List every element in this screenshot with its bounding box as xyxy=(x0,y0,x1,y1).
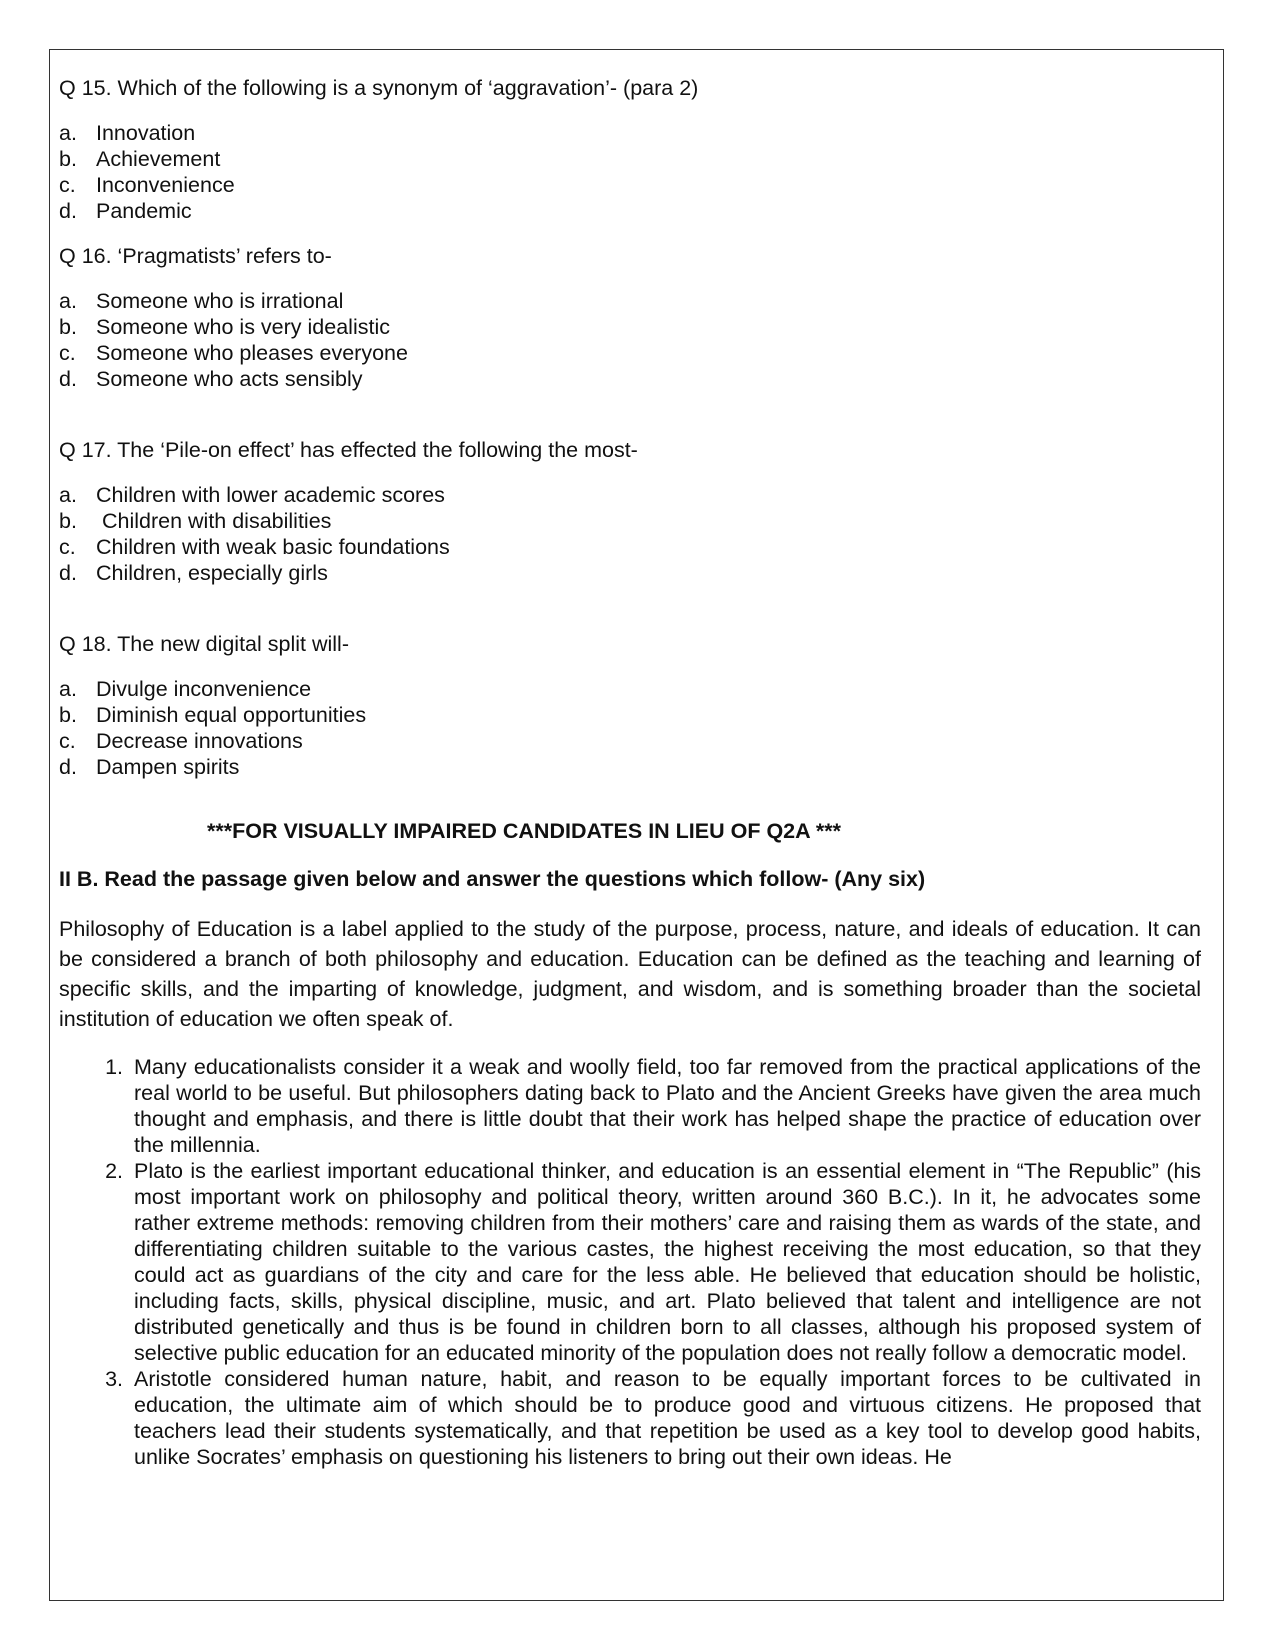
option-text: Someone who pleases everyone xyxy=(96,341,408,365)
option-text: Innovation xyxy=(96,121,196,145)
option-text: Inconvenience xyxy=(96,173,235,197)
option-text: Divulge inconvenience xyxy=(96,677,312,701)
option-text: Achievement xyxy=(96,147,221,171)
question-16: Q 16. ‘Pragmatists’ refers to- xyxy=(59,244,332,268)
option-text: Someone who is very idealistic xyxy=(96,315,390,339)
option-letter: b. xyxy=(59,509,77,533)
paragraph-text: Plato is the earliest important educational thinker, and education is an essential element in “The Republic” (his most important work on philosophy and political theory, written around 360 B.C.). In it, he advocates some rather extreme methods: removing children from their mothers’ care and raising them as wards of the state, and differentiating children suitable to the various castes, the highest receiving the most education, so that they could act as guardians of the city and care for the less able. He believed that education should be holistic, including facts, skills, physical discipline, music, and art. Plato believed that talent and intelligence are not distributed genetically and thus is be found in children born to all classes, although his proposed system of selective public education for an educated minority of the population does not really follow a democratic model. xyxy=(134,1159,1201,1365)
question-15: Q 15. Which of the following is a synonym of ‘aggravation’- (para 2) xyxy=(59,76,699,100)
option xyxy=(59,754,1201,780)
option xyxy=(59,340,1201,366)
paragraph-text: Aristotle considered human nature, habit, and reason to be equally important forces to be cultivated in education, the ultimate aim of which should be to produce good and virtuous citizens. He proposed that teachers lead their students systematically, and that repetition be used as a key tool to develop good habits, unlike Socrates’ emphasis on questioning his listeners to bring out their own ideas. He xyxy=(134,1367,1201,1469)
option-letter: c. xyxy=(59,173,76,197)
option-letter: a. xyxy=(59,677,77,701)
option-text: Someone who is irrational xyxy=(96,289,344,313)
option xyxy=(59,288,1201,314)
paragraph-number: 1. xyxy=(105,1055,123,1079)
option-text: Dampen spirits xyxy=(96,755,240,779)
option-letter: c. xyxy=(59,729,76,753)
option xyxy=(59,366,1201,392)
page-content xyxy=(59,75,1201,1470)
option-text: Children with weak basic foundations xyxy=(96,535,450,559)
option-text: Children with lower academic scores xyxy=(96,483,445,507)
option-letter: b. xyxy=(59,703,77,727)
option xyxy=(59,482,1201,508)
option xyxy=(59,728,1201,754)
option xyxy=(59,560,1201,586)
option-text: Children, especially girls xyxy=(96,561,328,585)
option-letter: b. xyxy=(59,315,77,339)
paragraph-number: 2. xyxy=(105,1159,123,1183)
option xyxy=(59,676,1201,702)
paragraph-number: 3. xyxy=(105,1367,123,1391)
passage-paragraph xyxy=(59,1158,1201,1366)
question-17-options xyxy=(59,482,1201,586)
option-text: Someone who acts sensibly xyxy=(96,367,363,391)
option-letter: a. xyxy=(59,121,77,145)
option-letter: d. xyxy=(59,561,77,585)
option xyxy=(59,702,1201,728)
question-18-options xyxy=(59,676,1201,780)
question-15-options xyxy=(59,120,1201,224)
option-letter: c. xyxy=(59,341,76,365)
option-letter: c. xyxy=(59,535,76,559)
option-letter: d. xyxy=(59,755,77,779)
passage-intro: Philosophy of Education is a label applied to the study of the purpose, process, nature, and ideals of education. It can be considered a branch of both philosophy and education. Education can be defined as the teaching and learning of specific skills, and the imparting of knowledge, judgment, and wisdom, and is something broader than the societal institution of education we often speak of. xyxy=(59,917,1201,1031)
option xyxy=(59,198,1201,224)
option xyxy=(59,508,1201,534)
option-text: Decrease innovations xyxy=(96,729,303,753)
option xyxy=(59,120,1201,146)
option xyxy=(59,172,1201,198)
paragraph-text: Many educationalists consider it a weak and woolly field, too far removed from the practical applications of the real world to be useful. But philosophers dating back to Plato and the Ancient Greeks have given the area much thought and emphasis, and there is little doubt that their work has helped shape the practice of education over the millennia. xyxy=(134,1055,1201,1157)
option-text: Children with disabilities xyxy=(96,509,332,533)
option-text: Diminish equal opportunities xyxy=(96,703,367,727)
option-letter: a. xyxy=(59,289,77,313)
option-letter: d. xyxy=(59,199,77,223)
option-letter: b. xyxy=(59,147,77,171)
question-18: Q 18. The new digital split will- xyxy=(59,632,349,656)
option-text: Pandemic xyxy=(96,199,192,223)
option-letter: a. xyxy=(59,483,77,507)
visually-impaired-heading: ***FOR VISUALLY IMPAIRED CANDIDATES IN LIEU OF Q2A *** xyxy=(207,819,841,843)
passage-paragraph xyxy=(59,1366,1201,1470)
passage-paragraph xyxy=(59,1054,1201,1158)
option xyxy=(59,146,1201,172)
passage-paragraphs xyxy=(59,1054,1201,1470)
option xyxy=(59,314,1201,340)
option-letter: d. xyxy=(59,367,77,391)
question-17: Q 17. The ‘Pile-on effect’ has effected the following the most- xyxy=(59,438,638,462)
section-heading: II B. Read the passage given below and answer the questions which follow- (Any six) xyxy=(59,867,926,891)
option xyxy=(59,534,1201,560)
question-16-options xyxy=(59,288,1201,392)
